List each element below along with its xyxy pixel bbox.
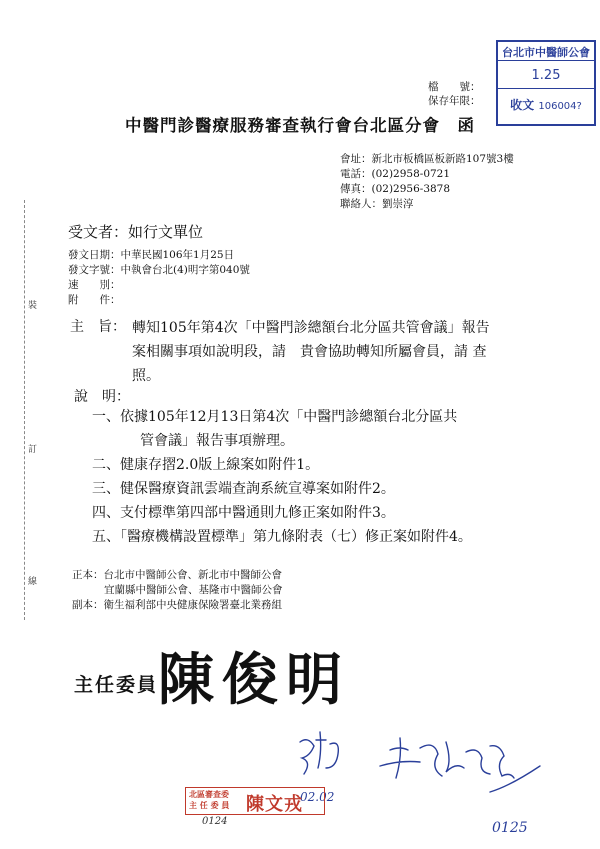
binding-mark-b: 訂: [28, 445, 38, 455]
document-title: 中醫門診醫療服務審查執行會台北區分會 函: [125, 116, 475, 135]
address: 會址：新北市板橋區板新路107號3樓: [340, 153, 514, 165]
explanation-item-4: 四、支付標準第四部中醫通則九修正案如附件3。: [92, 505, 395, 521]
issue-number: 發文字號：中執會台北(4)明字第040號: [68, 264, 250, 276]
signature-name: 陳俊明: [158, 647, 350, 713]
explanation-item-5: 五、「醫療機構設置標準」第九條附表（七）修正案如附件4。: [92, 529, 472, 545]
signature-role: 主任委員: [74, 674, 159, 696]
recipient: 受文者：如行文單位: [68, 223, 204, 241]
handwritten-note-2: 02.02: [300, 790, 335, 804]
issue-date: 發文日期：中華民國106年1月25日: [68, 249, 235, 261]
explanation-item-1-cont: 管會議」報告事項辦理。: [140, 433, 294, 449]
distribution-cc: 副本：衛生福利部中央健康保險署臺北業務組: [72, 599, 282, 611]
distribution: [72, 568, 283, 613]
attachment: 附 件：: [68, 294, 121, 306]
binding-mark-c: 線: [28, 577, 38, 587]
document-meta: [68, 248, 250, 308]
red-stamp-name: 陳文戎: [246, 794, 303, 815]
subject-line-3: 照。: [132, 368, 160, 384]
explanation-item-3: 三、健保醫療資訊雲端查詢系統宣導案如附件2。: [92, 481, 395, 497]
contact: 聯絡人：劉崇淳: [340, 198, 414, 210]
handwritten-note-1: 0124: [202, 816, 228, 827]
red-stamp-title: 北區審查委 主 任 委 員: [189, 789, 230, 810]
receipt-stamp-date: 1.25: [498, 68, 594, 89]
header-info: [340, 152, 514, 212]
binding-mark-a: 裝: [28, 301, 38, 311]
subject-line-1: 轉知105年第4次「中醫門診總額台北分區共管會議」報告: [132, 320, 490, 336]
subject-text: [132, 316, 490, 388]
explanation-label: 說 明：: [74, 389, 130, 405]
handwritten-note-3: 0125: [492, 820, 528, 836]
distribution-main-1: 正本：台北市中醫師公會、新北市中醫師公會: [72, 569, 282, 581]
handwriting-marks: [270, 722, 600, 842]
explanation-item-2: 二、健康存摺2.0版上線案如附件1。: [92, 457, 320, 473]
phone: 電話：(02)2958-0721: [340, 168, 451, 180]
binding-line: [24, 200, 25, 620]
subject-line-2: 案相關事項如說明段，請 貴會協助轉知所屬會員，請 查: [132, 344, 487, 360]
red-approval-stamp: [185, 787, 325, 815]
retention-label: 保存年限：: [428, 95, 481, 107]
receipt-stamp-org: 台北市中醫師公會: [498, 44, 594, 61]
speed: 速 別：: [68, 279, 121, 291]
explanation-item-1: 一、依據105年12月13日第4次「中醫門診總額台北分區共: [92, 409, 458, 425]
fax: 傳真：(02)2956-3878: [340, 183, 451, 195]
receipt-stamp-number: 收文 106004?: [510, 98, 582, 112]
file-number-label: 檔 號：: [428, 81, 481, 93]
subject-label: 主 旨：: [70, 319, 126, 335]
distribution-main-2: 宜蘭縣中醫師公會、基隆市中醫師公會: [104, 584, 283, 596]
explanation-list: [92, 405, 572, 549]
